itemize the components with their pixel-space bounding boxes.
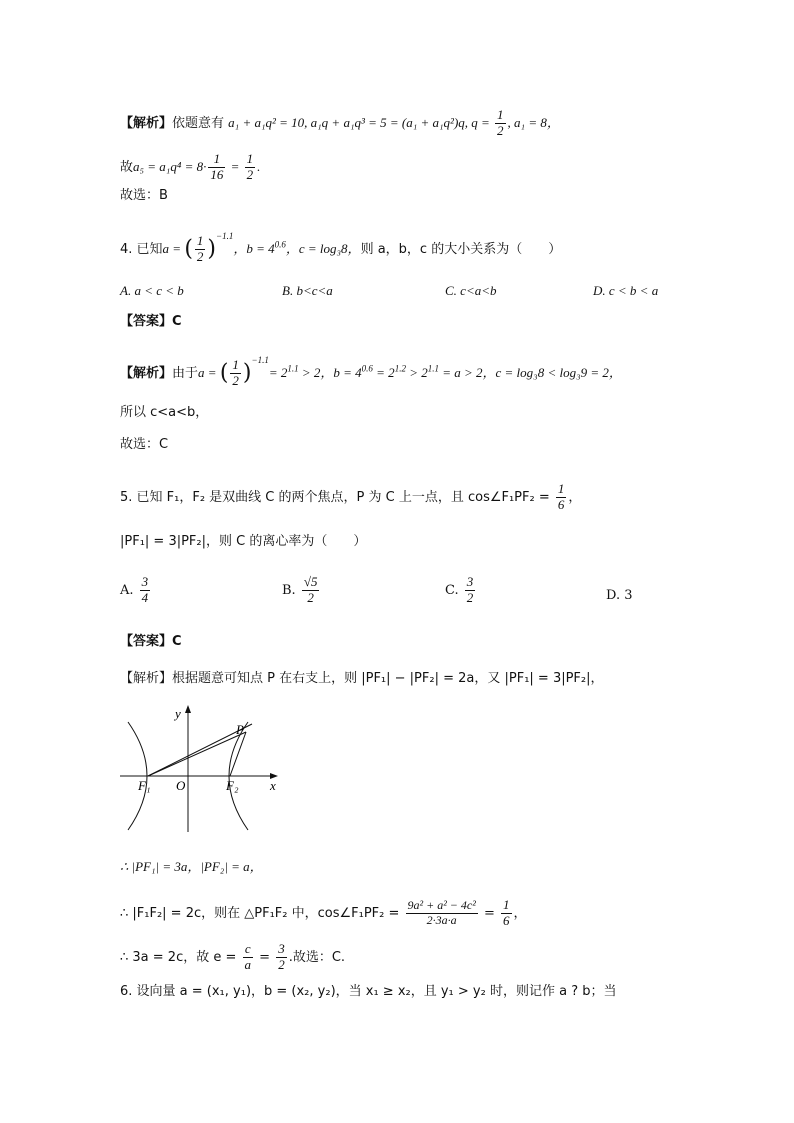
equation: a₅ = a₁q⁴ = 8· bbox=[133, 158, 207, 174]
focus-f1-label: F₁ bbox=[138, 778, 151, 793]
solution-text: 故 bbox=[120, 159, 134, 175]
q6-stem: 6. 设向量 a = (x₁, y₁)，b = (x₂, y₂)，当 x₁ ≥ x₂，且 y₁ > y₂ 时，则记作 a ? b；当 bbox=[120, 984, 617, 999]
q5-stem-line1: 5. 已知 F₁，F₂ 是双曲线 C 的两个焦点，P 为 C 上一点，且 cos∠F₁PF₂ = $\frac{1}{6}$ ， bbox=[120, 481, 582, 512]
q5-stem-line2: |PF₁| = 3|PF₂|，则 C 的离心率为（ ） bbox=[120, 534, 367, 549]
fraction: $\frac{1}{2}$ bbox=[246, 151, 254, 182]
q5-step1: ∴ |PF₁| = 3a，|PF₂| = a， bbox=[120, 859, 263, 874]
question-number: 4. 已知 bbox=[120, 242, 163, 257]
q5-option-a: A. $\frac{3}{4}$ bbox=[120, 574, 149, 605]
focus-f2-label: F₂ bbox=[226, 778, 239, 793]
q4-stem: 4. 已知a = ( $\frac{1}{2}$ )$^{-1.1}$，$b = 4^{0.6}$，c = log₃8，则 a，b，c 的大小关系为（ ） bbox=[120, 231, 562, 264]
question-text: 则 a，b，c 的大小关系为（ ） bbox=[360, 242, 562, 257]
q5-option-b: B. $\frac{√5}{2}$ bbox=[282, 574, 318, 605]
q4-option-d: D. c < b < a bbox=[593, 283, 659, 298]
fraction: $\frac{1}{2}$ bbox=[232, 357, 239, 388]
q5-option-c: C. $\frac{3}{2}$ bbox=[445, 574, 474, 605]
equation-tail: , a₁ = 8， bbox=[507, 114, 560, 130]
fraction: $\frac{1}{2}$ bbox=[196, 233, 204, 264]
equation: a₁ + a₁q² = 10, a₁q + a₁q³ = 5 = (a₁ + a₁q²)q, q = bbox=[228, 114, 494, 130]
q3-choice: 故选：B bbox=[120, 188, 168, 203]
y-axis-label: y bbox=[175, 706, 181, 721]
solution-text: 依题意有 bbox=[172, 115, 225, 131]
q5-option-d: D. 3 bbox=[606, 588, 633, 603]
jiexi-label: 【解析】 bbox=[120, 115, 173, 131]
q5-step2: ∴ |F₁F₂| = 2c，则在 △PF₁F₂ 中，cos∠F₁PF₂ = $\frac{\text{9a² + a² − 4c²}}{2\cdot 3a\cdot a}$ = $\frac{1}{6}$ ， bbox=[120, 897, 527, 928]
point-p-label: P bbox=[236, 722, 244, 737]
fraction: $\frac{1}{2}$ bbox=[497, 107, 504, 138]
q3-solution-line2: 故a₅ = a₁q⁴ = 8· $\frac{1}{16}$ = $\frac{1}{2}$ . bbox=[120, 151, 261, 182]
hyperbola-figure bbox=[118, 702, 288, 838]
q4-option-b: B. b<c<a bbox=[282, 283, 333, 298]
q3-solution-line1 bbox=[120, 108, 560, 139]
x-axis-label: x bbox=[270, 778, 276, 793]
q5-solution: 【解析】根据题意可知点 P 在右支上，则 |PF₁| − |PF₂| = 2a，又 |PF₁| = 3|PF₂|， bbox=[120, 671, 604, 686]
fraction: $\frac{1}{6}$ bbox=[557, 481, 565, 512]
fraction: $\frac{1}{16}$ bbox=[210, 151, 224, 182]
jiexi-label: 【解析】 bbox=[120, 366, 173, 381]
q5-answer: 【答案】C bbox=[120, 634, 182, 649]
q5-step3: ∴ 3a = 2c，故 e = $\frac{c}{a}$ = $\frac{3}{2}$ .故选：C. bbox=[120, 941, 346, 972]
origin-label: O bbox=[176, 778, 186, 793]
q4-option-c: C. c<a<b bbox=[445, 283, 497, 298]
q4-answer: 【答案】C bbox=[120, 314, 182, 329]
q4-option-a: A. a < c < b bbox=[120, 283, 184, 298]
q4-so: 所以 c<a<b， bbox=[120, 405, 209, 420]
q4-solution: 【解析】由于a = ( $\frac{1}{2}$ )$^{-1.1}= 2^{1.1} > 2$，$b = 4^{0.6} = 2^{1.2} > 2^{1.1} = a > 2$，c = log₃8 < log₃9 = 2， bbox=[120, 355, 622, 388]
q4-choice: 故选：C bbox=[120, 437, 169, 452]
